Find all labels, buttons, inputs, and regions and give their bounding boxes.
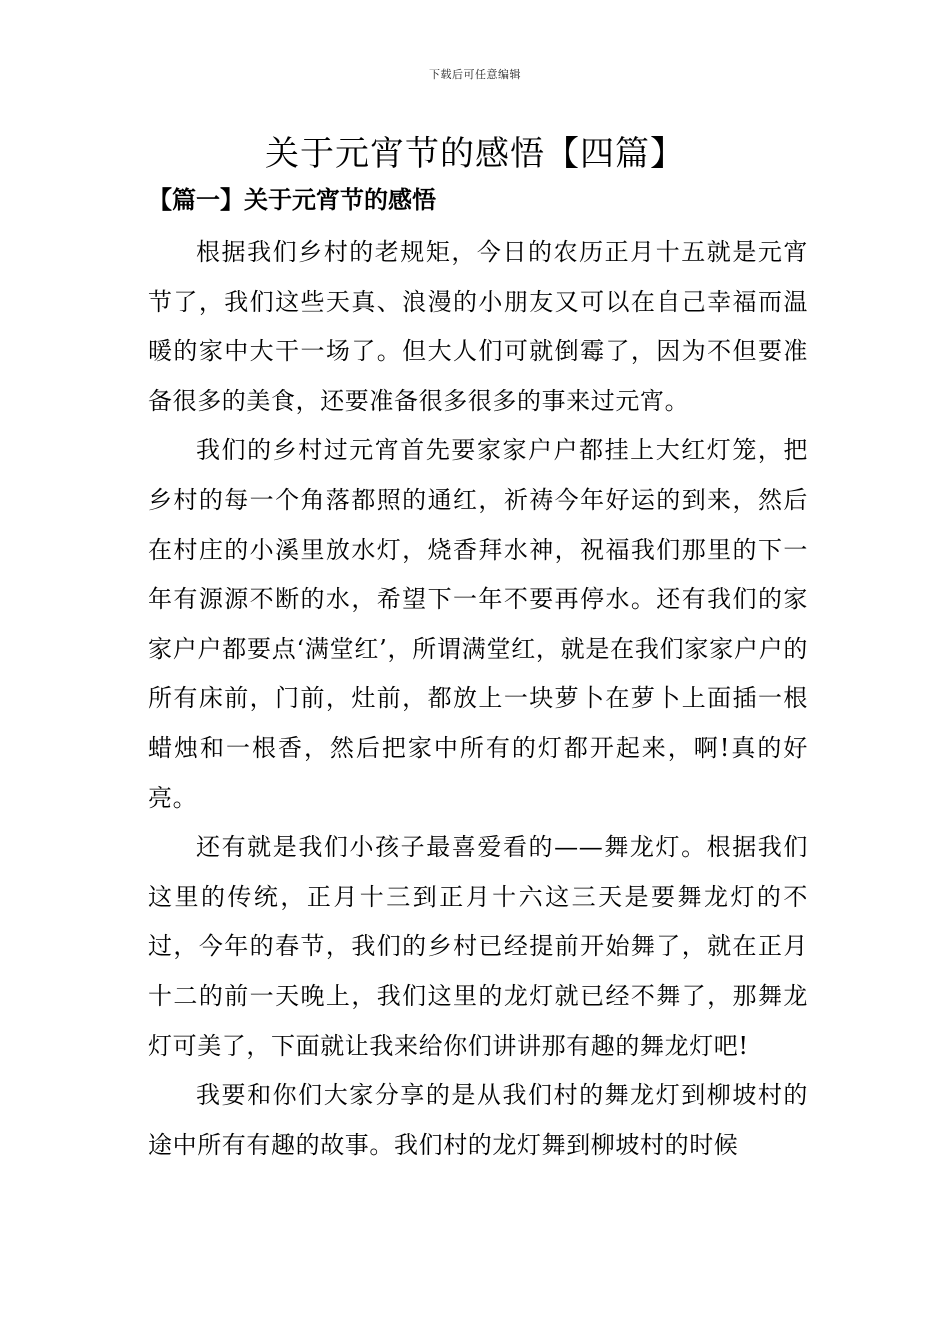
header-note: 下载后可任意编辑 xyxy=(429,68,521,81)
paragraph: 还有就是我们小孩子最喜爱看的——舞龙灯。根据我们这里的传统，正月十三到正月十六这三天是要舞龙灯的不过，今年的春节，我们的乡村已经提前开始舞了，就在正月十二的前一天晚上，我们这里的龙灯就已经不舞了，那舞龙灯可美了，下面就让我来给你们讲讲那有趣的舞龙灯吧! xyxy=(148,833,808,1060)
document-title: 关于元宵节的感悟【四篇】 xyxy=(265,134,685,174)
paragraph: 我要和你们大家分享的是从我们村的舞龙灯到柳坡村的途中所有有趣的故事。我们村的龙灯舞到柳坡村的时候 xyxy=(148,1081,808,1159)
paragraph: 我们的乡村过元宵首先要家家户户都挂上大红灯笼，把乡村的每一个角落都照的通红，祈祷今年好运的到来，然后在村庄的小溪里放水灯，烧香拜水神，祝福我们那里的下一年有源源不断的水，希望下一年不要再停水。还有我们的家家户户都要点‘满堂红’，所谓满堂红，就是在我们家家户户的所有床前，门前，灶前，都放上一块萝卜在萝卜上面插一根蜡烛和一根香，然后把家中所有的灯都开起来，啊!真的好亮。 xyxy=(148,436,808,812)
paragraph: 根据我们乡村的老规矩，今日的农历正月十五就是元宵节了，我们这些天真、浪漫的小朋友又可以在自己幸福而温暖的家中大干一场了。但大人们可就倒霉了，因为不但要准备很多的美食，还要准备很多很多的事来过元宵。 xyxy=(148,238,808,415)
section-heading: 【篇一】关于元宵节的感悟 xyxy=(148,185,436,214)
body-text xyxy=(148,228,808,1170)
